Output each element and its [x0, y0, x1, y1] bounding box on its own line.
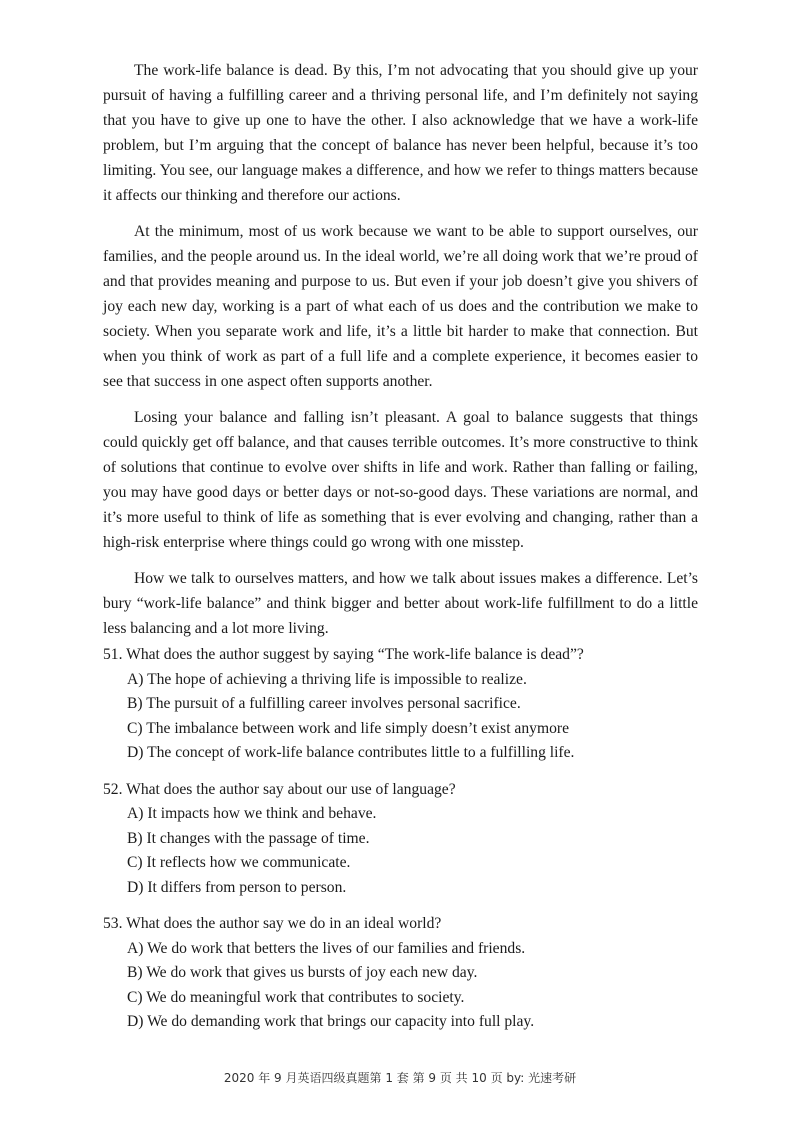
- page-footer: 2020 年 9 月英语四级真题第 1 套 第 9 页 共 10 页 by: 光速考研: [223, 1071, 577, 1085]
- option-b: B) It changes with the passage of time.: [127, 829, 370, 847]
- option-list: [103, 937, 703, 1035]
- passage-paragraph-4: How we talk to ourselves matters, and how we talk about issues makes a difference. Let’s bury “work-life balance” and think bigger and better about work-life fulfillment to do a little less balancing and a lot more living.: [103, 570, 698, 637]
- option-d: D) It differs from person to person.: [127, 878, 347, 896]
- option-b: B) The pursuit of a fulfilling career involves personal sacrifice.: [127, 695, 521, 712]
- option-list: [103, 668, 703, 766]
- option-b: B) We do work that gives us bursts of joy each new day.: [127, 964, 478, 981]
- question-stem: 53. What does the author say we do in an ideal world?: [103, 915, 442, 932]
- option-a: A) The hope of achieving a thriving life is impossible to realize.: [127, 670, 527, 688]
- question-51: [103, 643, 703, 766]
- option-d: D) The concept of work-life balance contributes little to a fulfilling life.: [127, 744, 575, 761]
- reading-passage: [103, 58, 698, 652]
- option-list: [103, 802, 703, 900]
- passage-paragraph-1: The work-life balance is dead. By this, I’m not advocating that you should give up your pursuit of having a fulfilling career and a thriving personal life, and I’m definitely not saying that you have to give up one to have the other. I also acknowledge that we have a work-life problem, but I’m arguing that the concept of balance has never been helpful, because it’s too limiting. You see, our language makes a difference, and how we refer to things matters because it affects our thinking and therefore our actions.: [103, 62, 698, 204]
- question-stem: 51. What does the author suggest by saying “The work-life balance is dead”?: [103, 646, 584, 663]
- option-a: A) It impacts how we think and behave.: [127, 805, 377, 822]
- question-52: [103, 778, 703, 901]
- passage-paragraph-2: At the minimum, most of us work because we want to be able to support ourselves, our families, and the people around us. In the ideal world, we’re all doing work that we’re proud of and that provides meaning and purpose to us. But even if your job doesn’t give you shivers of joy each new day, working is a part of what each of us does and the contribution we make to society. When you separate work and life, it’s a little bit harder to make that connection. But when you think of work as part of a full life and a complete experience, it becomes easier to see that success in one aspect often supports another.: [103, 223, 698, 390]
- option-c: C) It reflects how we communicate.: [127, 854, 351, 871]
- option-d: D) We do demanding work that brings our capacity into full play.: [127, 1013, 535, 1030]
- passage-paragraph-3: Losing your balance and falling isn’t pleasant. A goal to balance suggests that things could quickly get off balance, and that causes terrible outcomes. It’s more constructive to think of solutions that continue to evolve over shifts in life and work. Rather than falling or failing, you may have good days or better days or not-so-good days. These variations are normal, and it’s more useful to think of life as something that is ever evolving and changing, rather than a high-risk enterprise where things could go wrong with one misstep.: [103, 409, 698, 551]
- question-list: [103, 643, 703, 1047]
- option-a: A) We do work that betters the lives of our families and friends.: [127, 939, 526, 957]
- option-c: C) We do meaningful work that contributes to society.: [127, 988, 465, 1006]
- question-stem: 52. What does the author say about our use of language?: [103, 780, 456, 798]
- question-53: [103, 912, 703, 1035]
- option-c: C) The imbalance between work and life simply doesn’t exist anymore: [127, 719, 569, 737]
